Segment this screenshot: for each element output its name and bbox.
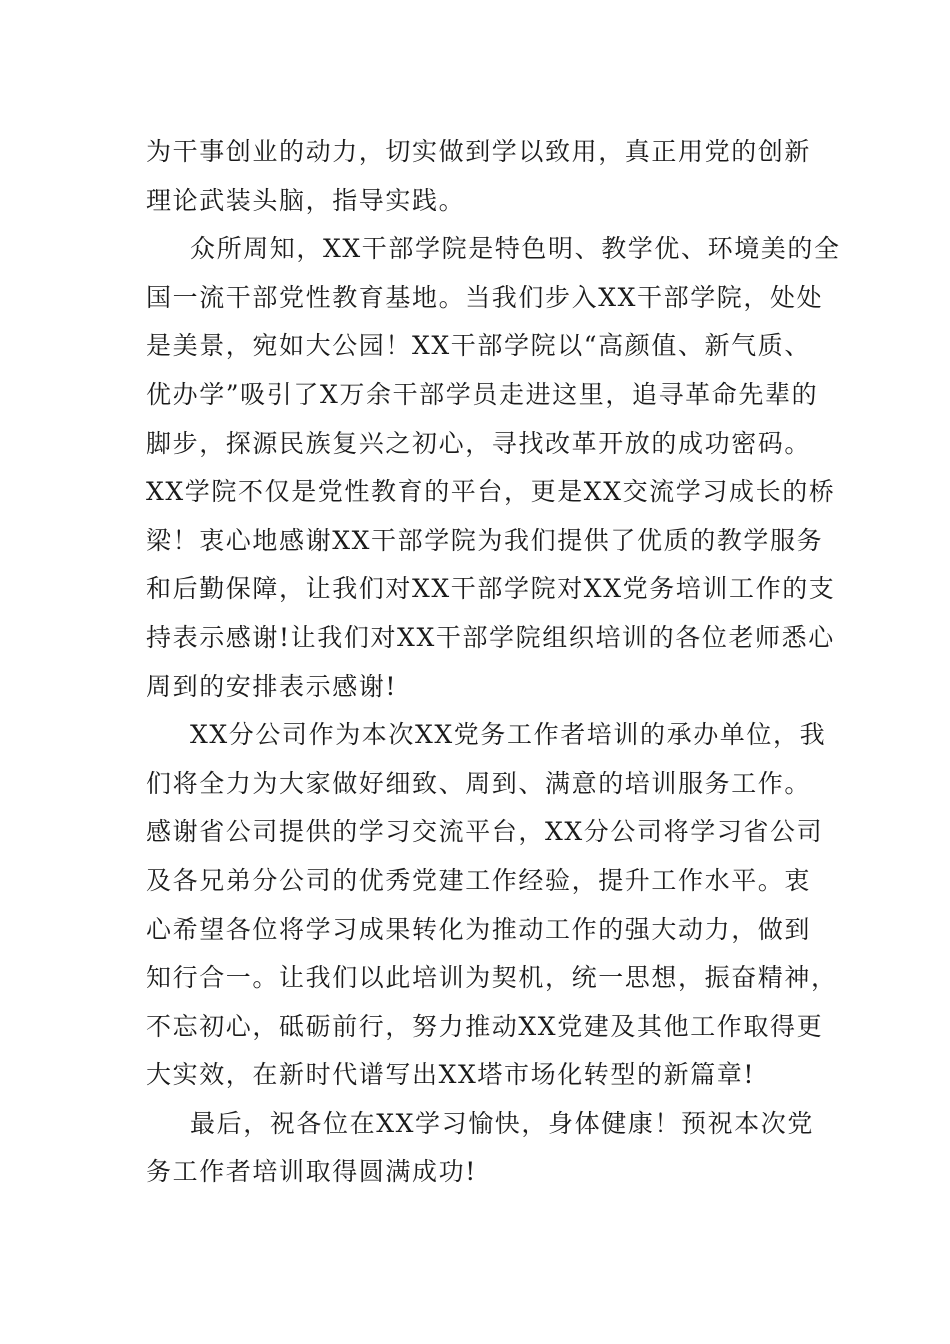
text-line: 知行合一。让我们以此培训为契机，统一思想，振奋精神，: [146, 963, 838, 993]
text-line: 是美景，宛如大公园！XX干部学院以“高颜值、新气质、: [146, 331, 811, 361]
text-line: 脚步，探源民族复兴之初心，寻找改革开放的成功密码。: [146, 428, 812, 458]
text-line: 大实效，在新时代谱写出XX塔市场化转型的新篇章!: [146, 1060, 756, 1090]
text-line: 不忘初心，砥砺前行，努力推动XX党建及其他工作取得更: [146, 1011, 824, 1041]
paragraph-2: [146, 225, 841, 711]
text-line: 国一流干部党性教育基地。当我们步入XX干部学院，处处: [146, 282, 824, 312]
text-line: 及各兄弟分公司的优秀党建工作经验，提升工作水平。衷: [146, 865, 812, 895]
text-line: 持表示感谢!让我们对XX干部学院组织培训的各位老师悉心: [146, 622, 835, 652]
text-line: 为干事创业的动力，切实做到学以致用，真正用党的创新: [146, 137, 812, 166]
text-line: 周到的安排表示感谢!: [146, 671, 398, 701]
paragraph-3: [146, 711, 838, 1100]
text-line: 感谢省公司提供的学习交流平台，XX分公司将学习省公司: [146, 817, 824, 847]
text-line: 众所周知，XX干部学院是特色明、教学优、环境美的全: [190, 234, 841, 264]
text-line: 理论武装头脑，指导实践。: [146, 185, 466, 215]
text-line: XX学院不仅是党性教育的平台，更是XX交流学习成长的桥: [146, 477, 836, 507]
text-line: 和后勤保障，让我们对XX干部学院对XX党务培训工作的支: [146, 574, 836, 604]
text-line: 优办学”吸引了X万余干部学员走进这里，追寻革命先辈的: [146, 379, 819, 409]
text-line: 心希望各位将学习成果转化为推动工作的强大动力，做到: [146, 914, 812, 944]
text-line: 务工作者培训取得圆满成功!: [146, 1157, 477, 1187]
paragraph-4: [146, 1100, 816, 1197]
text-line: 们将全力为大家做好细致、周到、满意的培训服务工作。: [146, 768, 812, 798]
document-body: [146, 128, 841, 1197]
text-line: XX分公司作为本次XX党务工作者培训的承办单位，我: [190, 720, 827, 750]
paragraph-1: [146, 128, 816, 225]
text-line: 最后，祝各位在XX学习愉快，身体健康！预祝本次党: [190, 1108, 814, 1138]
text-line: 梁！衷心地感谢XX干部学院为我们提供了优质的教学服务: [146, 525, 824, 555]
